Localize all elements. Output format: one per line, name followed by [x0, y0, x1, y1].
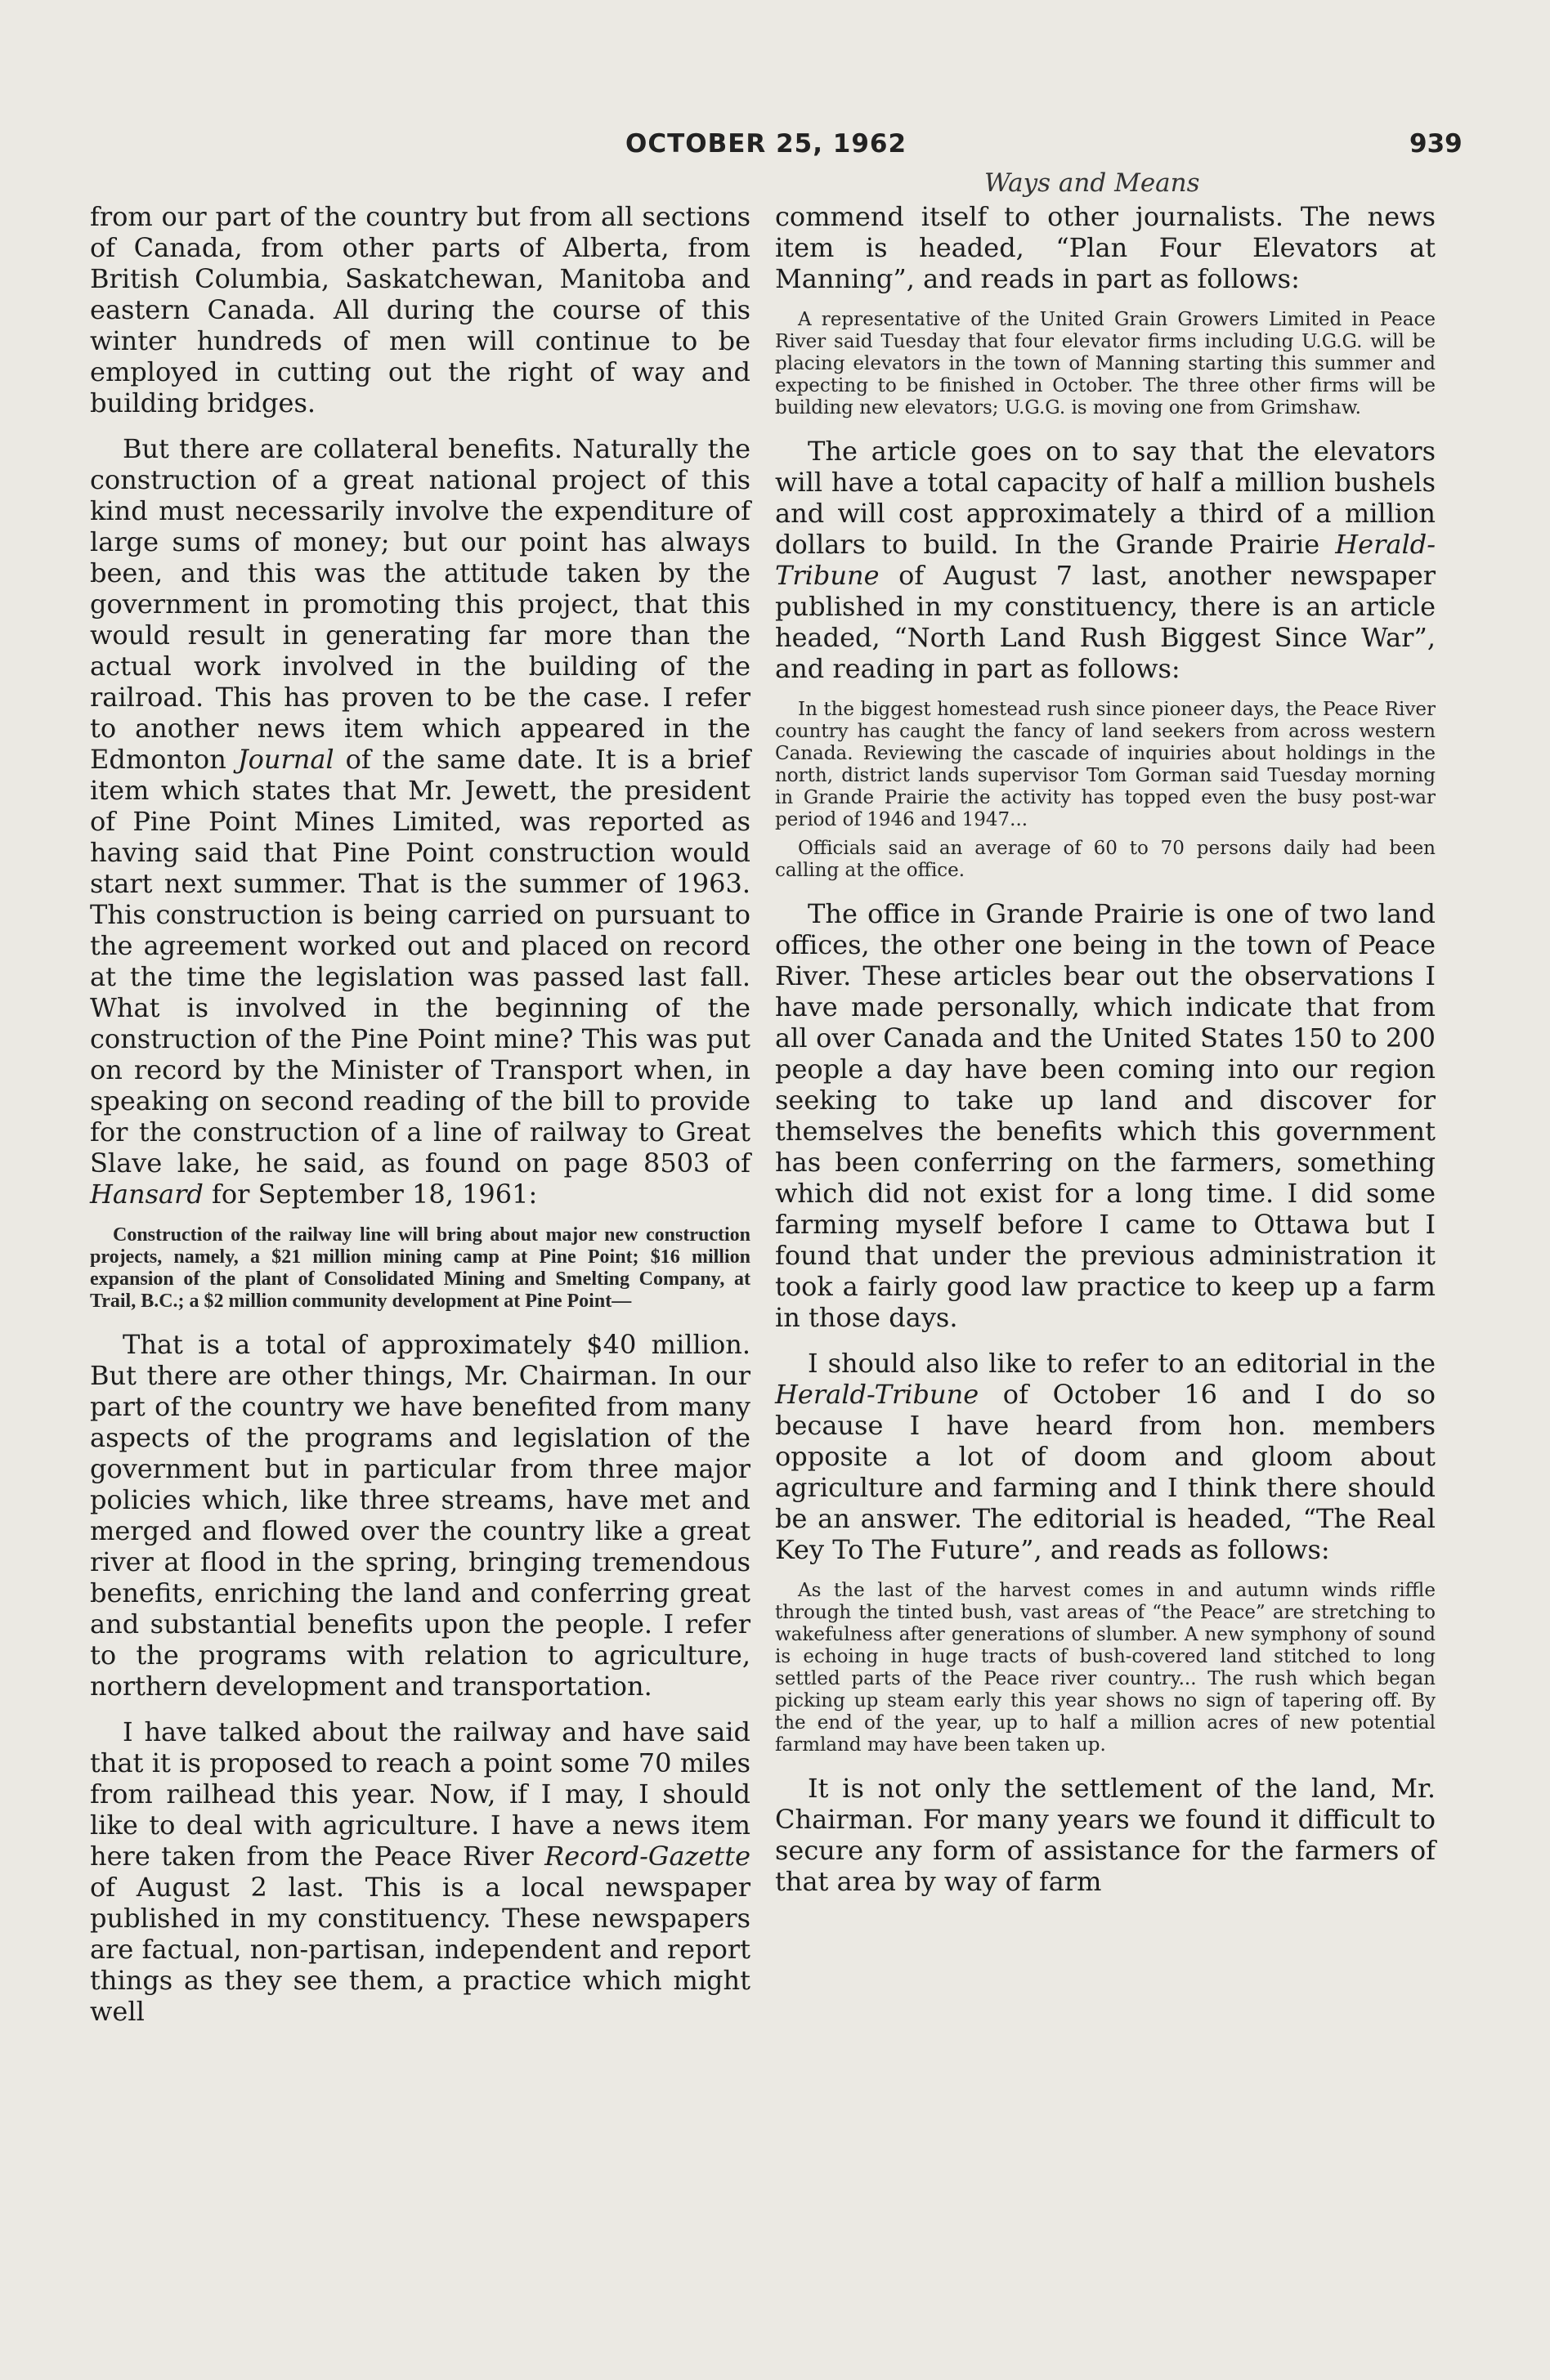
- publication-name: Herald-Tribune: [775, 529, 1436, 591]
- right-column: [775, 201, 1436, 1912]
- publication-name: Record-Gazette: [544, 1841, 750, 1872]
- paragraph: from our part of the country but from all sections of Canada, from other parts of Alberta, from British Columbia, Saskatchewan, Manitoba and eastern Canada. All during the course of this winter hundreds of men will continue to be employed in cutting out the right of way and building bridges.: [90, 201, 750, 418]
- text-span: of October 16 and I do so because I have heard from hon. members opposite a lot of doom and gloom about agriculture and farming and I think there should be an answer. The editorial is headed, “The Real Key To The Future”, and reads as follows:: [775, 1379, 1436, 1565]
- text-span: But there are collateral benefits. Naturally the construction of a great national project of this kind must necessarily involve the expenditure of large sums of money; but our point has always been, and this was the attitude taken by the government in promoting this project, that this would result in generating far more than the actual work involved in the building of the railroad. This has proven to be the case. I refer to another news item which appeared in the Edmonton: [90, 433, 750, 775]
- block-quote: As the last of the harvest comes in and autumn winds riffle through the tinted bush, vast areas of “the Peace” are stretching to wakefulness after generations of slumber. A new symphony of sound is echoing in huge tracts of bush-covered land stitched to long settled parts of the Peace river country... The rush which began picking up steam early this year shows no sign of tapering off. By the end of the year, up to half a million acres of new potential farmland may have been taken up.: [775, 1580, 1436, 1756]
- block-quote: A representative of the United Grain Growers Limited in Peace River said Tuesday that four elevator firms including U.G.G. will be placing elevators in the town of Manning starting this summer and expecting to be finished in October. The three other firms will be building new elevators; U.G.G. is moving one from Grimshaw.: [775, 309, 1436, 418]
- text-span: The article goes on to say that the elevators will have a total capacity of half a million bushels and will cost approximately a third of a million dollars to build. In the Grande Prairie: [775, 436, 1436, 560]
- left-column: [90, 201, 750, 2042]
- text-span: for September 18, 1961:: [203, 1179, 538, 1210]
- paragraph: The office in Grande Prairie is one of two land offices, the other one being in the town of Peace River. These articles bear out the observations I have made personally, which indicate that from all over Canada and the United States 150 to 200 people a day have been coming into our region seeking to take up land and discover for themselves the benefits which this government has been conferring on the farmers, something which did not exist for a long time. I did some farming myself before I came to Ottawa but I found that under the previous administration it took a fairly good law practice to keep up a farm in those days.: [775, 898, 1436, 1333]
- publication-name: Herald-Tribune: [775, 1379, 979, 1410]
- text-span: I have talked about the railway and have said that it is proposed to reach a point some 70 miles from railhead this year. Now, if I may, I should like to deal with agriculture. I have a news item here taken from the Peace River: [90, 1716, 750, 1872]
- page-header: [0, 129, 1550, 170]
- paragraph: That is a total of approximately $40 million. But there are other things, Mr. Chairman. In our part of the country we have benefited from many aspects of the programs and legislation of the government but in particular from three major policies which, like three streams, have met and merged and flowed over the country like a great river at flood in the spring, bringing tremendous benefits, enriching the land and conferring great and substantial benefits upon the people. I refer to the programs with relation to agriculture, northern development and transportation.: [90, 1329, 750, 1702]
- paragraph: [775, 1348, 1436, 1565]
- text-span: of August 7 last, another newspaper published in my constituency, there is an article headed, “North Land Rush Biggest Since War”, and reading in part as follows:: [775, 560, 1436, 684]
- paragraph: [90, 1716, 750, 2027]
- paragraph: commend itself to other journalists. The news item is headed, “Plan Four Elevators at Manning”, and reads in part as follows:: [775, 201, 1436, 294]
- page-number: 939: [1409, 129, 1463, 159]
- text-span: I should also like to refer to an editorial in the: [808, 1348, 1436, 1379]
- block-quote: In the biggest homestead rush since pioneer days, the Peace River country has caught the fancy of land seekers from across western Canada. Reviewing the cascade of inquiries about holdings in the north, district lands supervisor Tom Gorman said Tuesday morning in Grande Prairie the activity has topped even the busy post-war period of 1946 and 1947...: [775, 699, 1436, 830]
- block-quote: Construction of the railway line will bring about major new construction projects, namely, a $21 million mining camp at Pine Point; $16 million expansion of the plant of Consolidated Mining and Smelting Company, at Trail, B.C.; a $2 million community development at Pine Point—: [90, 1224, 750, 1312]
- paragraph: [775, 436, 1436, 684]
- text-span: of August 2 last. This is a local newspaper published in my constituency. These newspapers are factual, non-partisan, independent and report things as they see them, a practice which might well: [90, 1872, 750, 2027]
- page-date: OCTOBER 25, 1962: [625, 129, 907, 159]
- block-quote: Officials said an average of 60 to 70 persons daily had been calling at the office.: [775, 838, 1436, 881]
- text-span: of the same date. It is a brief item which states that Mr. Jewett, the president of Pine Point Mines Limited, was reported as having said that Pine Point construction would start next summer. That is the summer of 1963. This construction is being carried on pursuant to the agreement worked out and placed on record at the time the legislation was passed last fall. What is involved in the beginning of the construction of the Pine Point mine? This was put on record by the Minister of Transport when, in speaking on second reading of the bill to provide for the construction of a line of railway to Great Slave lake, he said, as found on page 8503 of: [90, 744, 751, 1179]
- publication-name: Journal: [237, 744, 334, 775]
- paragraph: It is not only the settlement of the land, Mr. Chairman. For many years we found it difficult to secure any form of assistance for the farmers of that area by way of farm: [775, 1773, 1436, 1897]
- paragraph: [90, 433, 750, 1210]
- section-heading: Ways and Means: [984, 168, 1200, 198]
- publication-name: Hansard: [90, 1179, 204, 1210]
